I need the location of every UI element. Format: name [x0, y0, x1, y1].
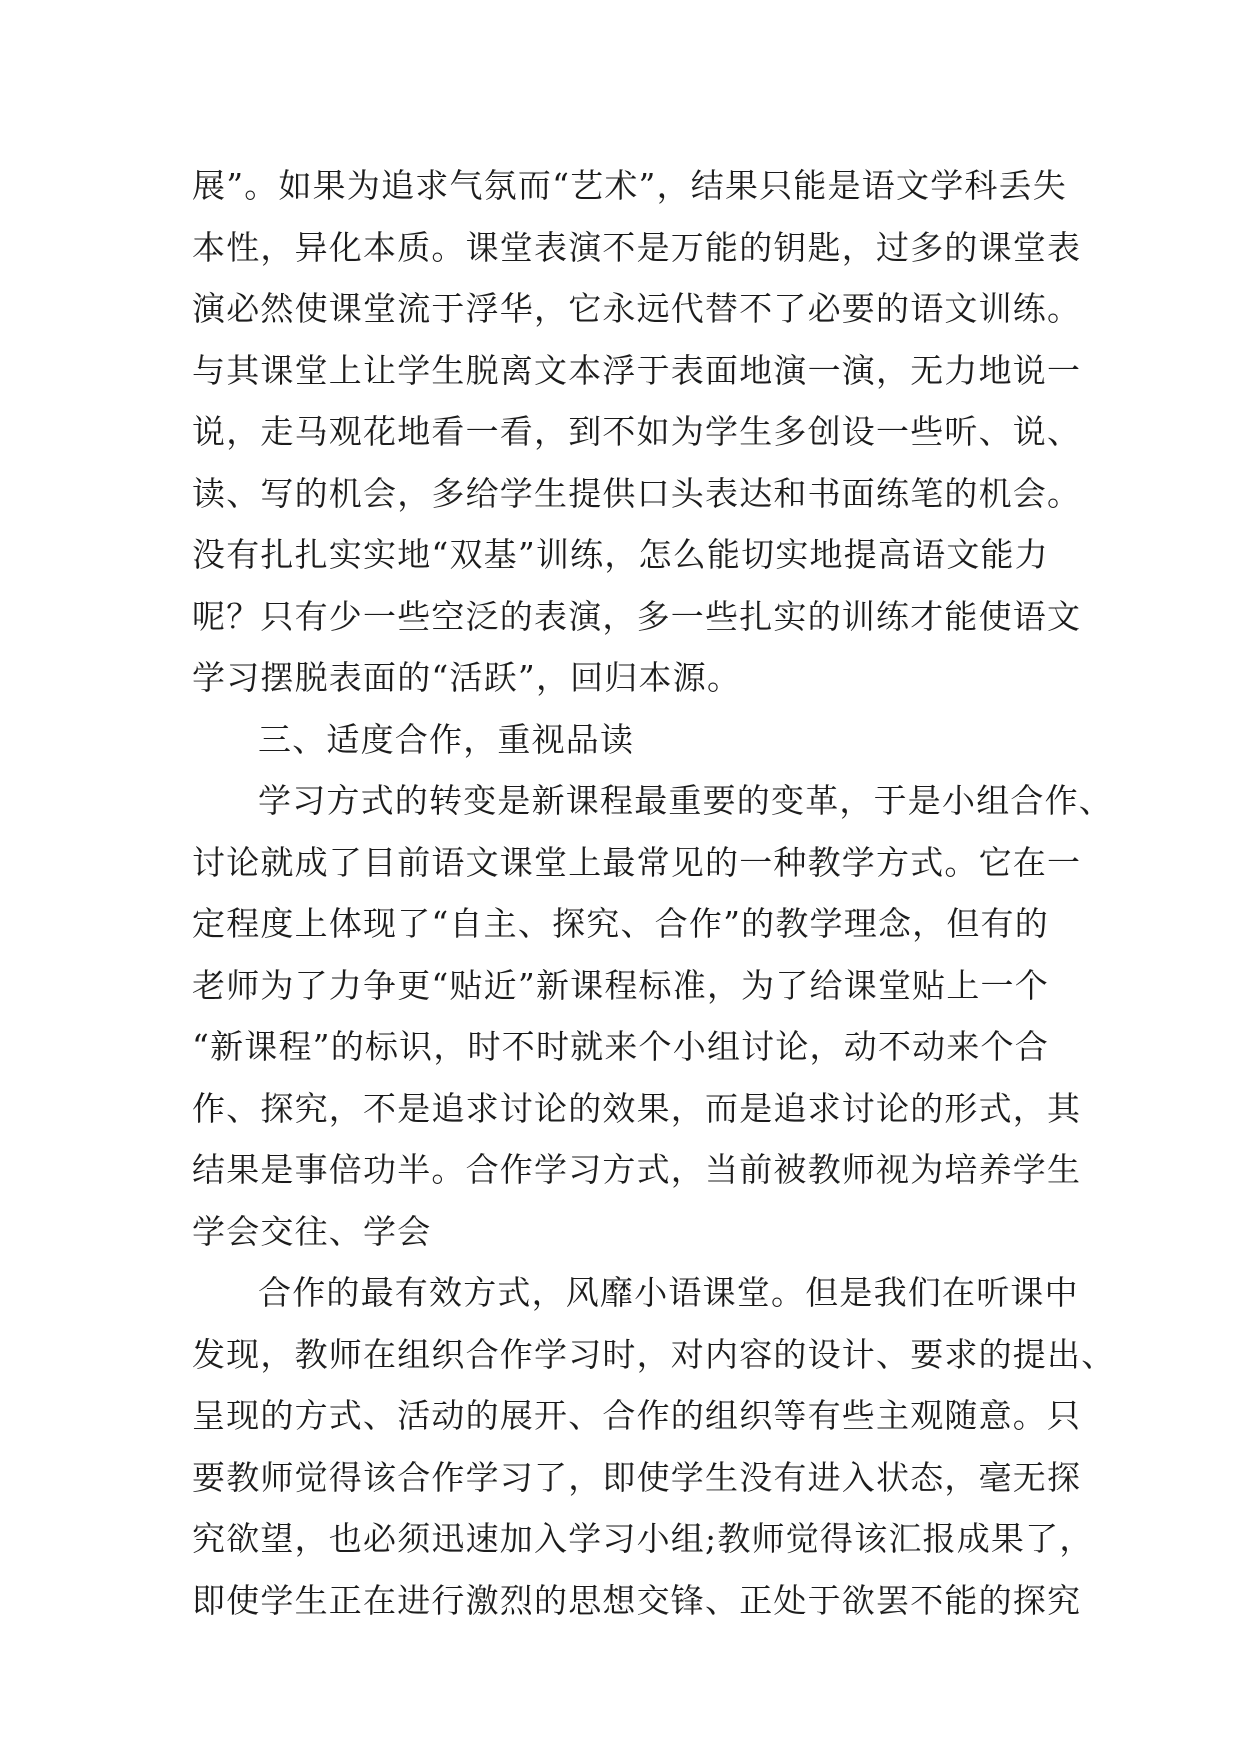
section-heading: 三、适度合作，重视品读: [258, 719, 635, 759]
text-line: 究欲望，也必须迅速加入学习小组;教师觉得该汇报成果了，: [192, 1519, 1094, 1558]
text-line: 展”。如果为追求气氛而“艺术”，结果只能是语文学科丢失: [192, 166, 1068, 205]
text-line: 本性，异化本质。课堂表演不是万能的钥匙，过多的课堂表: [192, 227, 1082, 267]
text-line: 发现，教师在组织合作学习时，对内容的设计、要求的提出、: [192, 1334, 1116, 1374]
text-line: 学会交往、学会: [192, 1211, 432, 1251]
text-line: “新课程”的标识，时不时就来个小组讨论，动不动来个合: [192, 1027, 1049, 1066]
text-line: 与其课堂上让学生脱离文本浮于表面地演一演，无力地说一: [192, 350, 1082, 390]
body-text: [192, 155, 1116, 1631]
text-line: 讨论就成了目前语文课堂上最常见的一种教学方式。它在一: [192, 842, 1082, 882]
text-line: 呈现的方式、活动的展开、合作的组织等有些主观随意。只: [192, 1396, 1082, 1435]
text-line: 说，走马观花地看一看，到不如为学生多创设一些听、说、: [192, 412, 1082, 451]
paragraph-start-line: 合作的最有效方式，风靡小语课堂。但是我们在听课中: [258, 1273, 1079, 1312]
text-line: 结果是事倍功半。合作学习方式，当前被教师视为培养学生: [192, 1150, 1082, 1189]
text-line: 演必然使课堂流于浮华，它永远代替不了必要的语文训练。: [192, 289, 1082, 328]
text-line: 呢？只有少一些空泛的表演，多一些扎实的训练才能使语文: [192, 596, 1082, 636]
paragraph-start-line: 学习方式的转变是新课程最重要的变革，于是小组合作、: [258, 781, 1113, 820]
text-line: 学习摆脱表面的“活跃”，回归本源。: [192, 658, 742, 697]
text-line: 要教师觉得该合作学习了，即使学生没有进入状态，毫无探: [192, 1457, 1082, 1497]
text-line: 没有扎扎实实地“双基”训练，怎么能切实地提高语文能力: [192, 535, 1049, 574]
text-line: 读、写的机会，多给学生提供口头表达和书面练笔的机会。: [192, 473, 1082, 513]
text-line: 即使学生正在进行激烈的思想交锋、正处于欲罢不能的探究: [192, 1580, 1082, 1620]
text-line: 老师为了力争更“贴近”新课程标准，为了给课堂贴上一个: [192, 965, 1049, 1005]
text-line: 定程度上体现了“自主、探究、合作”的教学理念，但有的: [192, 904, 1049, 943]
text-line: 作、探究，不是追求讨论的效果，而是追求讨论的形式，其: [192, 1088, 1082, 1128]
